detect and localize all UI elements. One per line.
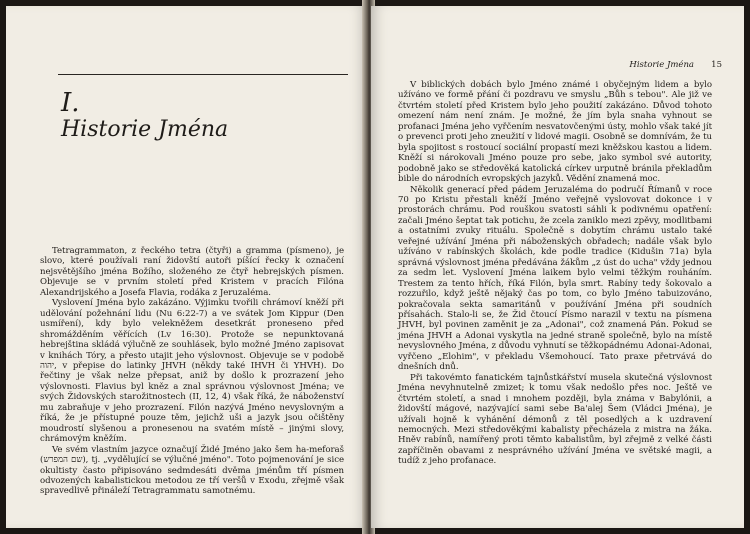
page-number: 15 [711, 60, 722, 70]
paragraph: Při takovémto fanatickém tajnůstkářství musela skutečná výslovnost Jména nevyhnutelně zmizet; k tomu však nedošlo přes noc. Ještě ve čtvrtém století, a snad i mnohem později, byla známa v Babylónii, a židovští mágové, nazývající sami sebe Ba'alej Šem (Vládci Jména), je užívali hojně k vyhánění démonů z těl posedlých a k uzdravení nemocných. Mezi středověkými kabalisty přecházela z mistra na žáka. Hněv rabínů, namířený proti těmto kabalistům, byl zřejmě z velké části zapříčiněn obavami z nesprávného užívání Jména ve světské magii, a tudíž z jeho profanace. [398, 372, 712, 467]
right-page [371, 6, 744, 528]
paragraph: Několik generací před pádem Jeruzaléma do područí Římanů v roce 70 po Kristu přestali kněží Jméno veřejně vyslovovat dokonce i v prostorách chrámu. Pod rouškou svatosti sáhli k podivnému opatření: začali Jméno šeptat tak potichu, že zcela zaniklo mezi zpěvy, modlitbami a ostatními zvuky rituálu. Společně s dobytím chrámu ustalo také veřejné užívání Jména při náboženských obřadech; nadále však bylo užíváno v rabínských školách, kde podle tradice (Kidušin 71a) byla správná výslovnost jména předávána žákům „z úst do ucha" vždy jednou za sedm let. Vyslovení Jména laikem bylo velmi těžkým rouháním. Trestem za tento hřích, říká Filón, byla smrt. Rabíny tedy šokovalo a rozzuřilo, když ještě nějaký čas po tom, co bylo Jméno tabuizováno, pokračovala sekta samaritánů v používání Jména při soudních přísahách. Stalo-li se, že Žid čtoucí Písmo narazil v textu na písmena JHVH, byl povinen zaměnit je za „Adonai", což znamená Pán. Pokud se jména JHVH a Adonai vyskytla na jedné straně společně, bylo na místě nevyslovného Jména, z důvodu vyhnutí se těžkopádnému Adonai-Adonai, vyřčeno „Elohim", v překladu Všemohoucí. Tato praxe přetrvává do dnešních dnů. [398, 184, 712, 373]
paragraph: Vyslovení Jména bylo zakázáno. Výjimku tvořili chrámoví kněží při udělování požehnání lidu (Nu 6:22-7) a ve svátek Jom Kippur (Den usmíření), kdy bylo velekněžem desetkrát proneseno před shromážděním věřících (Lv 16:30). Protože se nepunktovaná hebrejština skládá výlučně ze souhlásek, bylo možné Jméno zapisovat v knihách Tóry, a přesto utajit jeho výslovnost. Objevuje se v podobě יהוה, v přepise do latinky JHVH (někdy také IHVH či YHVH). Do řečtiny je však nelze přepsat, aniž by došlo k prozrazení jeho výslovnosti. Flavius byl kněz a znal správnou výslovnost Jména; ve svých Židovských starožitnostech (II, 12, 4) však říká, že náboženství mu zabraňuje v jeho prozrazení. Filón nazývá Jméno nevyslovným a říká, že je přístupné pouze těm, jejichž uši a jazyk jsou očištěny moudrostí slyšenou a pronesenou na svatém místě – jinými slovy, chrámovým kněžím. [40, 298, 344, 445]
left-page [6, 6, 366, 528]
right-body-text [398, 80, 712, 467]
paragraph: V biblických dobách bylo Jméno známé i obyčejným lidem a bylo užíváno ve formě přání či pozdravu ve smyslu „Bůh s tebou". Ale již ve čtvrtém století před Kristem bylo jeho použití zakázáno. Důvod tohoto omezení nám není znám. Je možné, že jím byla snaha vyhnout se profanaci Jména jeho vyřčením nesvatovčenými ústy, mohlo však také jít o prevenci proti jeho zneužití v lidové magii. Osobně se domnívám, že tu byla spojitost s rostoucí sociální propastí mezi kněžskou kastou a lidem. Kněží si nárokovali Jméno pouze pro sebe, jako symbol své autority, podobně jako se středověká katolická církev urputně bránila překladům bible do národních evropských jazyků. Vědění znamená moc. [398, 80, 712, 185]
left-body-text [40, 246, 344, 497]
paragraph: Ve svém vlastním jazyce označují Židé Jméno jako šem ha-meforaš (שם המפרש), tj. „vydělující se výlučné jméno". Toto pojmenování je sice okultisty často připisováno sedmdesáti dvěma jménům tří písmen odvozených kabalistickou metodou ze tří veršů v Exodu, zřejmě však spravedlivě přináleží Tetragrammatu samotnému. [40, 444, 344, 497]
running-head-title: Historie Jména [629, 60, 694, 70]
chapter-rule [58, 74, 348, 75]
chapter-number: I. [61, 88, 80, 118]
paragraph: Tetragrammaton, z řeckého tetra (čtyři) a gramma (písmeno), je slovo, které používali raní židovští autoři píšící řecky k označení nejsvětějšího jména Božího, složeného ze čtyř hebrejských písmen. Objevuje se v prvním století před Kristem v pracích Filóna Alexandrijského a Josefa Flavia, rodáka z Jeruzaléma. [40, 246, 344, 298]
chapter-title: Historie Jména [61, 117, 229, 142]
